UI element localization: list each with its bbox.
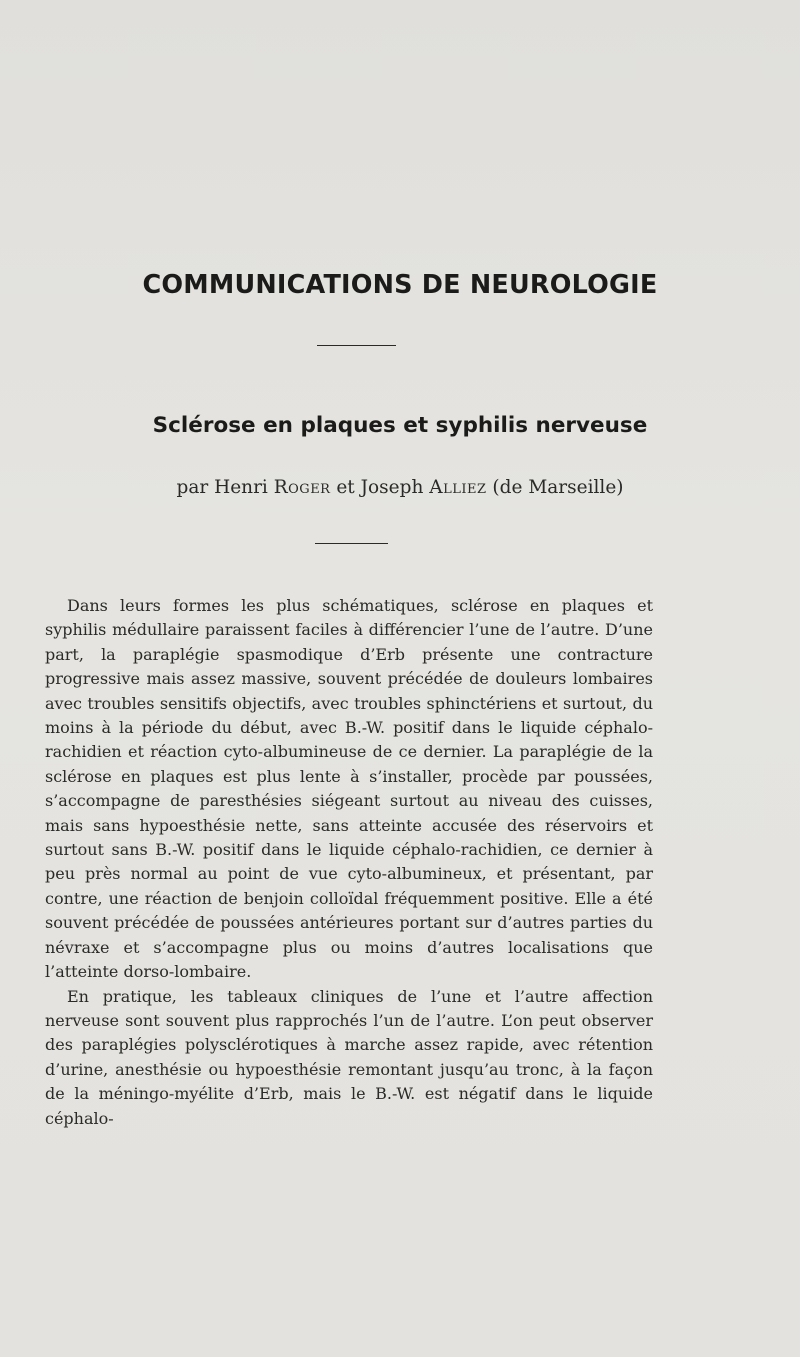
author2-surname: Alliez (429, 477, 487, 498)
byline-connector: et Joseph (330, 477, 430, 498)
article-title: Sclérose en plaques et syphilis nerveuse (152, 413, 648, 438)
author1-surname: Roger (273, 477, 331, 498)
section-title: COMMUNICATIONS DE NEUROLOGIE (142, 270, 658, 300)
article-body (45, 594, 653, 1131)
byline (0, 477, 800, 498)
byline-suffix: (de Marseille) (486, 477, 624, 498)
body-paragraph: En pratique, les tableaux cliniques de l’une et l’autre affection nerveuse sont souvent plus rapprochés l’un de l’autre. L’on peut observer des paraplégies polysclérotiques à marche assez rapide, avec rétention d’urine, anesthésie ou hypoesthésie remontant jusqu’au tronc, à la façon de la méningo-myélite d’Erb, mais le B.-W. est négatif dans le liquide céphalo- (45, 986, 653, 1128)
separator-rule-bottom (315, 543, 388, 544)
byline-prefix: par Henri (176, 477, 274, 498)
separator-rule-top (317, 345, 396, 346)
body-paragraph: Dans leurs formes les plus schématiques, sclérose en plaques et syphilis médullaire paraissent faciles à différencier l’une de l’autre. D’une part, la paraplégie spasmodique d’Erb présente une contracture progressive mais assez massive, souvent précédée de douleurs lombaires avec troubles sensitifs objectifs, avec troubles sphinctériens et surtout, du moins à la période du début, avec B.-W. positif dans le liquide céphalo-rachidien et réaction cyto-albumineuse de ce dernier. La paraplégie de la sclérose en plaques est plus lente à s’installer, procède par poussées, s’accompagne de paresthésies siégeant surtout au niveau des cuisses, mais sans hypoesthésie nette, sans atteinte accusée des réservoirs et surtout sans B.-W. positif dans le liquide céphalo-rachidien, ce dernier à peu près normal au point de vue cyto-albumineux, et présentant, par contre, une réaction de benjoin colloïdal fréquemment positive. Elle a été souvent précédée de poussées antérieures portant sur d’autres parties du névraxe et s’accompagne plus ou moins d’autres localisations que l’atteinte dorso-lombaire. (45, 596, 653, 982)
